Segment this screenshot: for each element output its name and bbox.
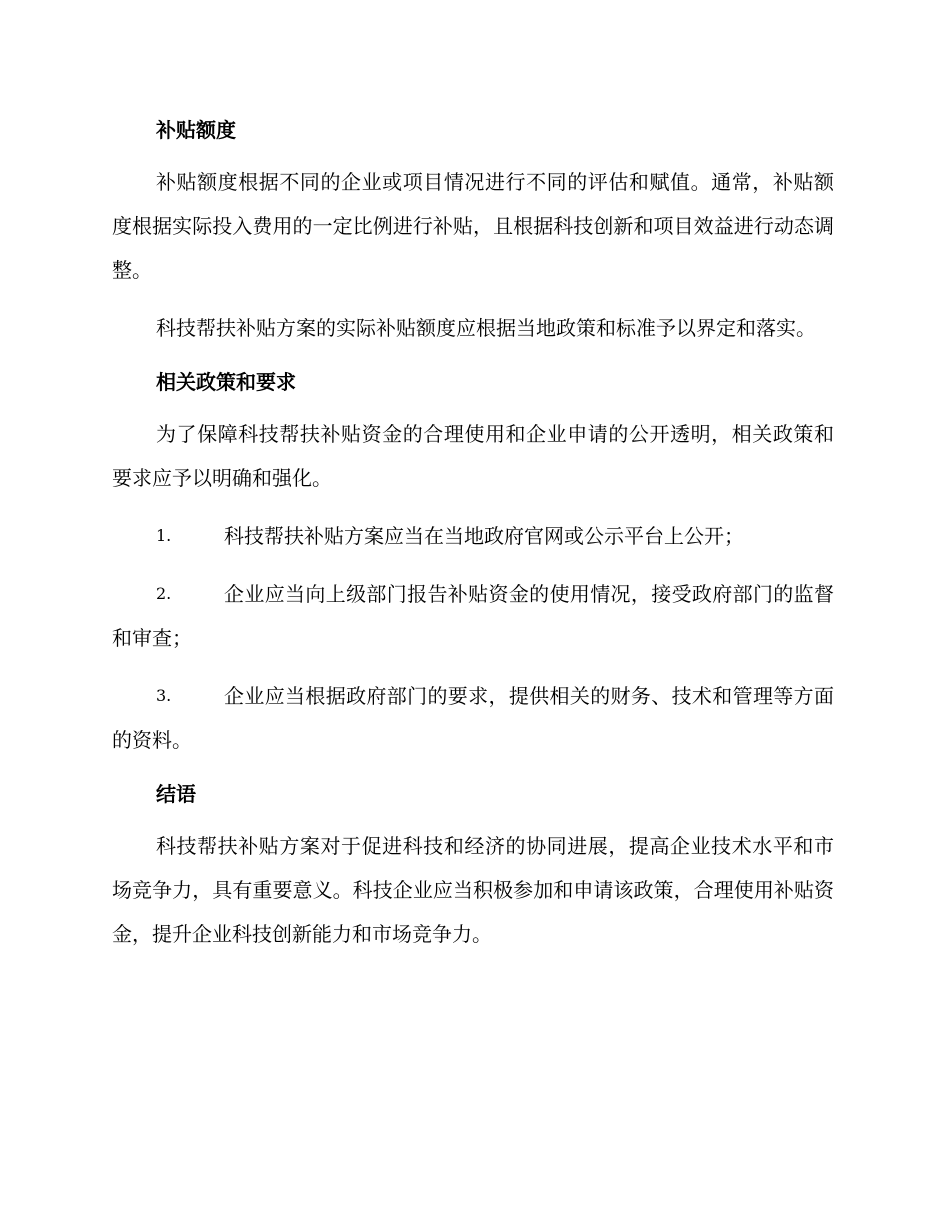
section-heading-subsidy-amount: 补贴额度 [156, 118, 236, 142]
list-item [112, 572, 834, 660]
list-item-number: 2. [156, 584, 172, 603]
list-item-number: 1. [156, 526, 172, 545]
paragraph: 科技帮扶补贴方案的实际补贴额度应根据当地政策和标准予以界定和落实。 [156, 316, 816, 340]
list-item-text: 企业应当根据政府部门的要求，提供相关的财务、技术和管理等方面的资料。 [112, 684, 834, 752]
list-item-text: 企业应当向上级部门报告补贴资金的使用情况，接受政府部门的监督和审查； [112, 582, 834, 650]
paragraph: 为了保障科技帮扶补贴资金的合理使用和企业申请的公开透明，相关政策和要求应予以明确和强化。 [112, 422, 834, 490]
list-item [112, 514, 834, 558]
list-item-text: 科技帮扶补贴方案应当在当地政府官网或公示平台上公开； [224, 524, 744, 548]
document-body [112, 112, 834, 956]
section-heading-conclusion: 结语 [156, 782, 196, 806]
list-item [112, 674, 834, 762]
paragraph: 补贴额度根据不同的企业或项目情况进行不同的评估和赋值。通常，补贴额度根据实际投入费用的一定比例进行补贴，且根据科技创新和项目效益进行动态调整。 [112, 170, 834, 282]
paragraph: 科技帮扶补贴方案对于促进科技和经济的协同进展，提高企业技术水平和市场竞争力，具有重要意义。科技企业应当积极参加和申请该政策，合理使用补贴资金，提升企业科技创新能力和市场竞争力。 [112, 834, 834, 946]
list-item-number: 3. [156, 686, 172, 705]
section-heading-policies: 相关政策和要求 [156, 370, 296, 394]
